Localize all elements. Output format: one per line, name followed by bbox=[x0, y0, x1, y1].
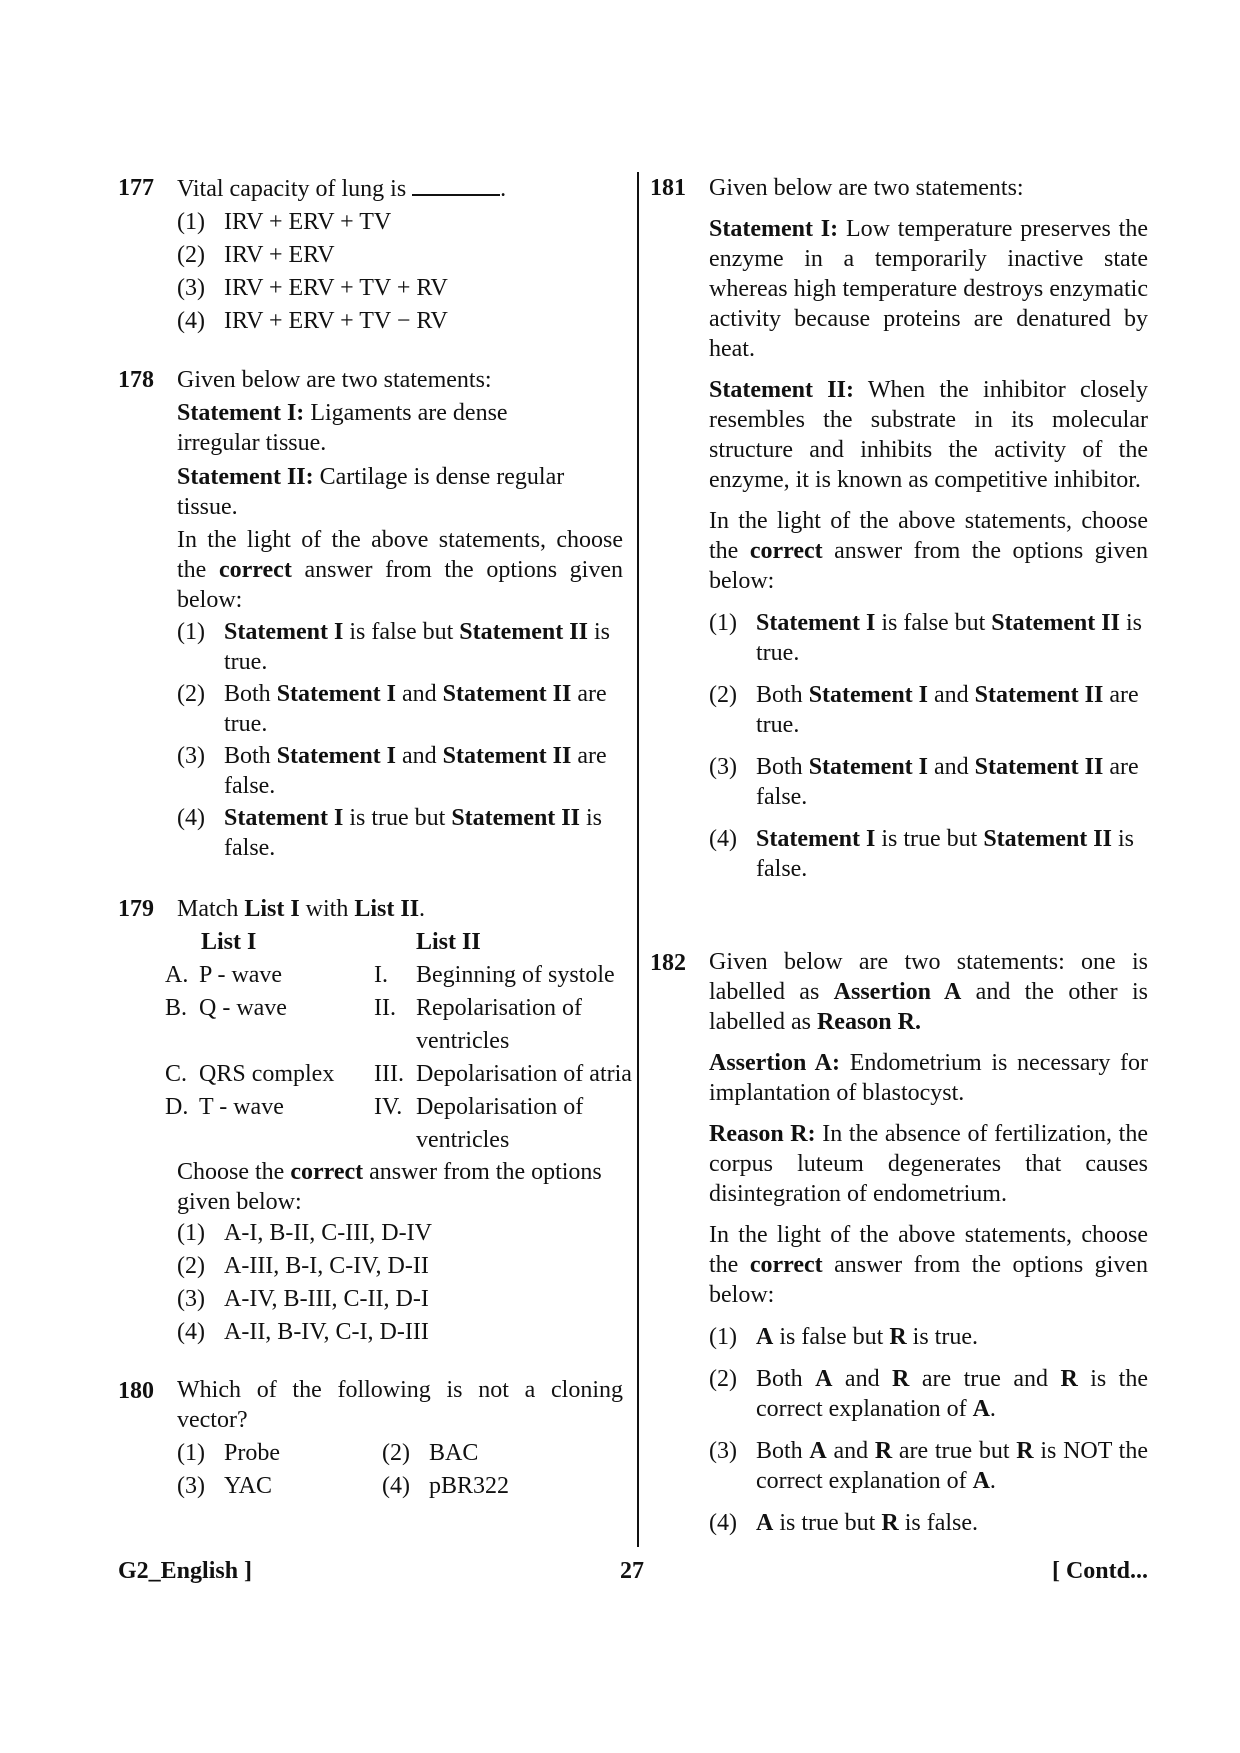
match-row-letter: A. bbox=[165, 962, 189, 988]
question-number: 180 bbox=[118, 1378, 154, 1404]
left-column bbox=[118, 172, 632, 1503]
match-row-desc: Beginning of systole bbox=[416, 962, 615, 988]
option: (2) Both Statement I and Statement II are true. bbox=[177, 681, 607, 737]
question-180 bbox=[118, 1375, 623, 1503]
option: (4) A-II, B-IV, C-I, D-III bbox=[177, 1319, 429, 1345]
option: (4) Statement I is true but Statement II is false. bbox=[177, 805, 602, 861]
footer-code: G2_English ] bbox=[118, 1558, 253, 1584]
option: (3) Both Statement I and Statement II are false. bbox=[177, 743, 607, 799]
instruction: In the light of the above statements, choose the correct answer from the options given below: bbox=[177, 527, 624, 613]
page-footer bbox=[118, 1555, 1148, 1589]
question-intro: Given below are two statements: bbox=[709, 175, 1024, 201]
list-2-header: List II bbox=[416, 929, 481, 955]
answer-blank bbox=[412, 172, 500, 196]
instruction: In the light of the above statements, choose the correct answer from the options given below: bbox=[709, 508, 1148, 594]
statement-1: Statement I: Ligaments are dense irregular tissue. bbox=[177, 400, 508, 456]
option: (4) Statement I is true but Statement II is false. bbox=[709, 826, 1134, 882]
match-row-numeral: I. bbox=[374, 962, 388, 988]
match-row-numeral: IV. bbox=[374, 1094, 403, 1120]
option: (4) IRV + ERV + TV − RV bbox=[177, 308, 448, 334]
match-row-item: P - wave bbox=[199, 962, 283, 988]
match-row-letter: C. bbox=[165, 1061, 188, 1087]
option: (1) Statement I is false but Statement II is true. bbox=[709, 610, 1142, 666]
question-179 bbox=[118, 893, 632, 1349]
instruction: In the light of the above statements, choose the correct answer from the options given below: bbox=[709, 1222, 1148, 1308]
statement-2: Statement II: When the inhibitor closely resembles the substrate in its molecular structure and inhibits the activity of the enzyme, it is known as competitive inhibitor. bbox=[709, 377, 1149, 493]
question-text: Which of the following is not a cloning vector? bbox=[177, 1377, 623, 1433]
match-row-item: Q - wave bbox=[199, 995, 287, 1021]
reason: Reason R: In the absence of fertilization, the corpus luteum degenerates that causes disintegration of endometrium. bbox=[709, 1121, 1148, 1207]
option: (1) A is false but R is true. bbox=[709, 1324, 978, 1350]
match-row-desc: Repolarisation of ventricles bbox=[416, 995, 582, 1054]
match-row-letter: D. bbox=[165, 1094, 189, 1120]
option: (3) IRV + ERV + TV + RV bbox=[177, 275, 448, 301]
option: (1) A-I, B-II, C-III, D-IV bbox=[177, 1220, 432, 1246]
match-table bbox=[165, 926, 632, 1157]
question-number: 177 bbox=[118, 175, 154, 201]
page-number: 27 bbox=[620, 1558, 644, 1584]
option: (1) Statement I is false but Statement II is true. bbox=[177, 619, 610, 675]
option: (2) A-III, B-I, C-IV, D-II bbox=[177, 1253, 429, 1279]
statement-1: Statement I: Low temperature preserves the enzyme in a temporarily inactive state whereas high temperature destroys enzymatic activity because proteins are denatured by heat. bbox=[709, 216, 1148, 362]
column-divider bbox=[637, 172, 639, 1547]
question-178 bbox=[118, 364, 623, 863]
question-number: 179 bbox=[118, 896, 154, 922]
match-row-numeral: III. bbox=[374, 1061, 404, 1087]
statement-2: Statement II: Cartilage is dense regular tissue. bbox=[177, 464, 565, 520]
question-intro: Match List I with List II. bbox=[177, 896, 426, 922]
option: (3) Both Statement I and Statement II are false. bbox=[709, 754, 1139, 810]
question-intro: Given below are two statements: bbox=[177, 367, 492, 393]
question-number: 178 bbox=[118, 367, 154, 393]
option: (1) Probe bbox=[177, 1440, 280, 1466]
option: (2) Both A and R are true and R is the correct explanation of A. bbox=[709, 1366, 1149, 1422]
instruction: Choose the correct answer from the options given below: bbox=[177, 1159, 602, 1215]
option: (3) YAC bbox=[177, 1473, 273, 1499]
option: (2) Both Statement I and Statement II are true. bbox=[709, 682, 1139, 738]
option-grid bbox=[177, 1437, 623, 1503]
option: (4) pBR322 bbox=[382, 1473, 510, 1499]
question-181 bbox=[650, 172, 1148, 884]
question-intro: Given below are two statements: one is labelled as Assertion A and the other is labelled as Reason R. bbox=[709, 949, 1148, 1035]
option: (2) IRV + ERV bbox=[177, 242, 335, 268]
match-row-desc: Depolarisation of atria bbox=[416, 1061, 632, 1087]
list-1-header: List I bbox=[201, 929, 257, 955]
match-row-letter: B. bbox=[165, 995, 188, 1021]
match-row-numeral: II. bbox=[374, 995, 396, 1021]
option: (3) Both A and R are true but R is NOT the correct explanation of A. bbox=[709, 1438, 1148, 1494]
right-column bbox=[650, 172, 1148, 1538]
match-row-item: T - wave bbox=[199, 1094, 284, 1120]
question-text: Vital capacity of lung is . bbox=[177, 172, 623, 206]
question-number: 182 bbox=[650, 950, 686, 976]
option: (3) A-IV, B-III, C-II, D-I bbox=[177, 1286, 429, 1312]
footer-contd: [ Contd... bbox=[1051, 1558, 1148, 1584]
assertion: Assertion A: Endometrium is necessary for implantation of blastocyst. bbox=[709, 1050, 1149, 1106]
option: (2) BAC bbox=[382, 1440, 479, 1466]
option: (4) A is true but R is false. bbox=[709, 1510, 978, 1536]
question-182 bbox=[650, 947, 1148, 1538]
match-row-item: QRS complex bbox=[199, 1061, 335, 1087]
option: (1) IRV + ERV + TV bbox=[177, 209, 392, 235]
question-number: 181 bbox=[650, 175, 686, 201]
question-177 bbox=[118, 172, 623, 338]
match-row-desc: Depolarisation of ventricles bbox=[416, 1094, 584, 1153]
